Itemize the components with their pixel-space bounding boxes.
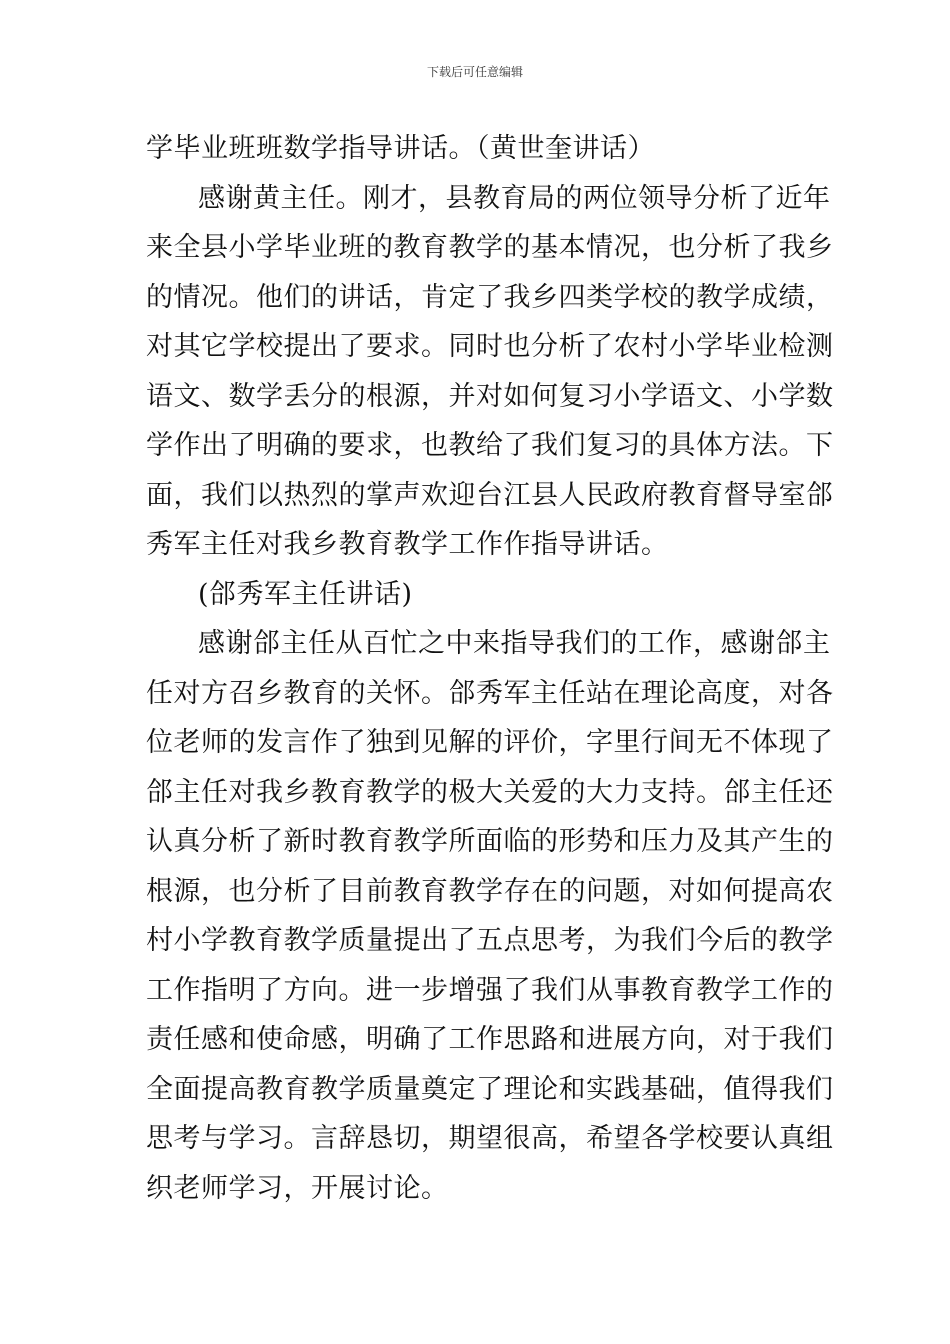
text-line: 面，我们以热烈的掌声欢迎台江县人民政府教育督导室郃 — [146, 479, 834, 511]
text-line: 语文、数学丢分的根源，并对如何复习小学语文、小学数 — [146, 380, 834, 412]
text-line: 来全县小学毕业班的教育教学的基本情况，也分析了我乡 — [146, 232, 834, 263]
page-header: 下载后可任意编辑 — [426, 65, 523, 79]
text-line: 思考与学习。言辞恳切，期望很高，希望各学校要认真组 — [146, 1123, 834, 1154]
text-line: 村小学教育教学质量提出了五点思考，为我们今后的教学 — [146, 925, 834, 956]
text-line: 感谢黄主任。刚才，县教育局的两位领导分析了近年 — [198, 182, 831, 214]
text-line: 对其它学校提出了要求。同时也分析了农村小学毕业检测 — [146, 331, 834, 362]
text-line: 根源，也分析了目前教育教学存在的问题，对如何提高农 — [146, 875, 834, 907]
text-line: (郃秀军主任讲话) — [198, 578, 413, 610]
text-line: 位老师的发言作了独到见解的评价，字里行间无不体现了 — [146, 727, 834, 758]
text-line: 郃主任对我乡教育教学的极大关爱的大力支持。郃主任还 — [146, 776, 834, 808]
text-line: 责任感和使命感，明确了工作思路和进展方向，对于我们 — [146, 1024, 834, 1055]
document-body — [146, 124, 834, 1213]
text-line: 感谢郃主任从百忙之中来指导我们的工作，感谢郃主 — [198, 628, 831, 659]
text-line: 工作指明了方向。进一步增强了我们从事教育教学工作的 — [146, 974, 834, 1006]
text-line: 学毕业班班数学指导讲话。（黄世奎讲话） — [146, 133, 655, 164]
text-line: 织老师学习，开展讨论。 — [146, 1172, 449, 1204]
text-line: 认真分析了新时教育教学所面临的形势和压力及其产生的 — [146, 826, 834, 857]
text-line: 的情况。他们的讲话，肯定了我乡四类学校的教学成绩， — [146, 281, 834, 313]
text-line: 任对方召乡教育的关怀。郃秀军主任站在理论高度，对各 — [146, 677, 834, 709]
text-line: 学作出了明确的要求，也教给了我们复习的具体方法。下 — [146, 430, 834, 461]
text-line: 全面提高教育教学质量奠定了理论和实践基础，值得我们 — [146, 1073, 834, 1105]
text-line: 秀军主任对我乡教育教学工作作指导讲话。 — [146, 529, 669, 560]
